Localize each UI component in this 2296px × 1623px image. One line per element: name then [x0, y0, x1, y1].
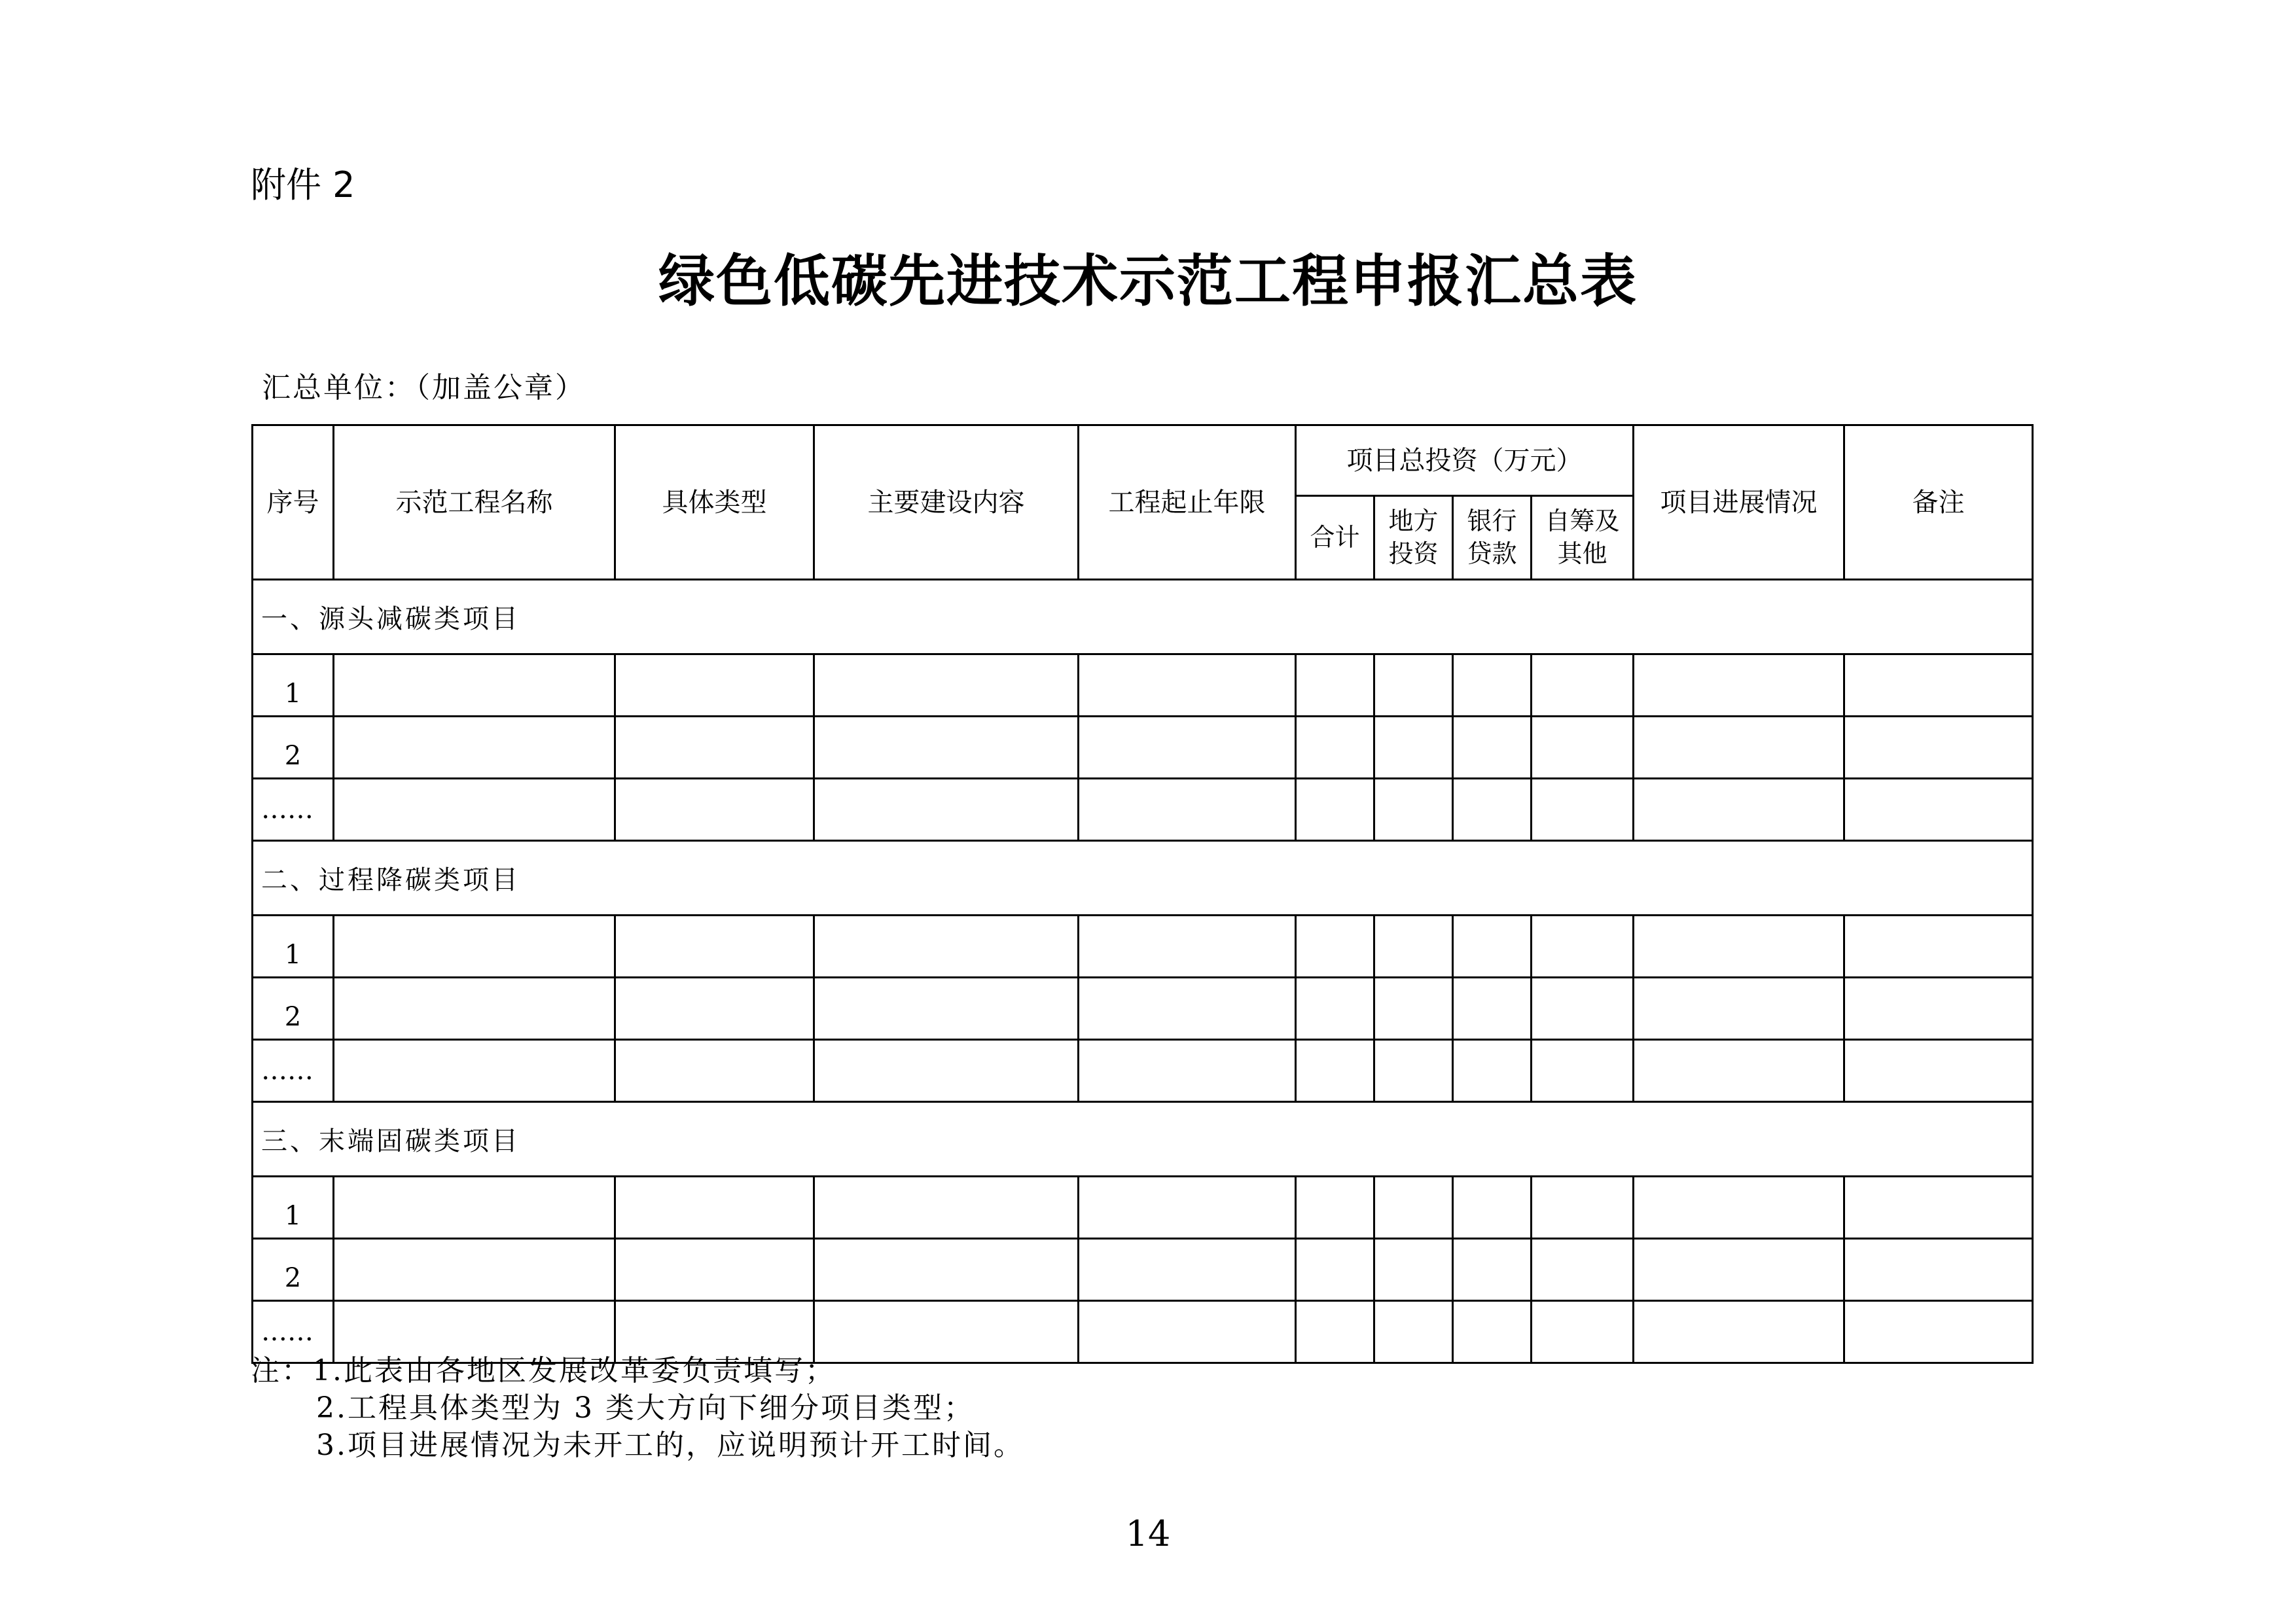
row-seq: 1 [253, 654, 334, 717]
cell-remark[interactable] [1844, 654, 2033, 717]
cell-progress[interactable] [1634, 717, 1844, 779]
cell-remark[interactable] [1844, 1301, 2033, 1363]
cell-remark[interactable] [1844, 717, 2033, 779]
notes [251, 1352, 1024, 1464]
table-row [253, 779, 2033, 841]
cell-progress[interactable] [1634, 978, 1844, 1040]
cell-self-raised[interactable] [1532, 978, 1634, 1040]
header-specific-type: 具体类型 [615, 425, 814, 580]
cell-bank-loan[interactable] [1453, 1301, 1532, 1363]
cell-remark[interactable] [1844, 779, 2033, 841]
table-row [253, 1040, 2033, 1102]
cell-period[interactable] [1079, 654, 1296, 717]
cell-total[interactable] [1296, 1239, 1374, 1301]
row-seq: 2 [253, 717, 334, 779]
header-progress: 项目进展情况 [1634, 425, 1844, 580]
cell-period[interactable] [1079, 1301, 1296, 1363]
cell-remark[interactable] [1844, 916, 2033, 978]
cell-self-raised[interactable] [1532, 1239, 1634, 1301]
cell-period[interactable] [1079, 1040, 1296, 1102]
cell-local-investment[interactable] [1374, 1301, 1453, 1363]
note-3: 3.项目进展情况为未开工的，应说明预计开工时间。 [316, 1429, 1024, 1462]
cell-main-content[interactable] [814, 1177, 1079, 1239]
header-self-raised [1532, 496, 1634, 580]
cell-specific-type[interactable] [615, 779, 814, 841]
header-self-line1: 自筹及 [1545, 507, 1620, 536]
cell-local-investment[interactable] [1374, 1177, 1453, 1239]
cell-remark[interactable] [1844, 1040, 2033, 1102]
cell-self-raised[interactable] [1532, 916, 1634, 978]
section-label: 一、源头减碳类项目 [253, 580, 2033, 654]
cell-local-investment[interactable] [1374, 1239, 1453, 1301]
cell-period[interactable] [1079, 978, 1296, 1040]
cell-project-name[interactable] [334, 978, 615, 1040]
cell-self-raised[interactable] [1532, 717, 1634, 779]
cell-project-name[interactable] [334, 779, 615, 841]
cell-progress[interactable] [1634, 779, 1844, 841]
cell-main-content[interactable] [814, 1040, 1079, 1102]
cell-total[interactable] [1296, 916, 1374, 978]
cell-project-name[interactable] [334, 916, 615, 978]
cell-project-name[interactable] [334, 1040, 615, 1102]
table-row [253, 916, 2033, 978]
summary-table [251, 424, 2034, 1364]
cell-self-raised[interactable] [1532, 779, 1634, 841]
cell-remark[interactable] [1844, 1177, 2033, 1239]
cell-period[interactable] [1079, 779, 1296, 841]
page-number: 14 [1125, 1513, 1171, 1554]
header-bank-line1: 银行 [1467, 507, 1517, 536]
cell-total[interactable] [1296, 779, 1374, 841]
header-total-investment: 项目总投资（万元） [1296, 425, 1634, 496]
cell-local-investment[interactable] [1374, 717, 1453, 779]
summary-unit-line: 汇总单位：（加盖公章） [262, 371, 586, 404]
section-row [253, 841, 2033, 916]
attachment-label: 附件 2 [251, 164, 355, 205]
section-row [253, 580, 2033, 654]
cell-project-name[interactable] [334, 717, 615, 779]
row-seq: …… [253, 1301, 334, 1363]
cell-specific-type[interactable] [615, 717, 814, 779]
cell-progress[interactable] [1634, 1301, 1844, 1363]
header-project-name: 示范工程名称 [334, 425, 615, 580]
header-bank-loan [1453, 496, 1532, 580]
note-1: 注：1.此表由各地区发展改革委负责填写； [251, 1354, 836, 1387]
row-seq: 1 [253, 916, 334, 978]
cell-main-content[interactable] [814, 1239, 1079, 1301]
cell-period[interactable] [1079, 916, 1296, 978]
cell-self-raised[interactable] [1532, 1177, 1634, 1239]
cell-project-name[interactable] [334, 1239, 615, 1301]
cell-bank-loan[interactable] [1453, 779, 1532, 841]
table-row [253, 978, 2033, 1040]
cell-progress[interactable] [1634, 1040, 1844, 1102]
cell-bank-loan[interactable] [1453, 1177, 1532, 1239]
cell-progress[interactable] [1634, 916, 1844, 978]
cell-total[interactable] [1296, 1301, 1374, 1363]
table-row [253, 654, 2033, 717]
cell-local-investment[interactable] [1374, 916, 1453, 978]
header-remark: 备注 [1844, 425, 2033, 580]
cell-self-raised[interactable] [1532, 654, 1634, 717]
cell-bank-loan[interactable] [1453, 717, 1532, 779]
table-row [253, 717, 2033, 779]
header-period: 工程起止年限 [1079, 425, 1296, 580]
cell-period[interactable] [1079, 717, 1296, 779]
header-bank-line2: 贷款 [1467, 539, 1517, 568]
page-title: 绿色低碳先进技术示范工程申报汇总表 [658, 248, 1638, 314]
cell-local-investment[interactable] [1374, 978, 1453, 1040]
note-2: 2.工程具体类型为 3 类大方向下细分项目类型； [316, 1391, 975, 1425]
cell-bank-loan[interactable] [1453, 978, 1532, 1040]
cell-progress[interactable] [1634, 1239, 1844, 1301]
cell-bank-loan[interactable] [1453, 916, 1532, 978]
row-seq: …… [253, 1040, 334, 1102]
header-self-line2: 其他 [1557, 539, 1607, 568]
section-row [253, 1102, 2033, 1177]
row-seq: 2 [253, 1239, 334, 1301]
cell-total[interactable] [1296, 717, 1374, 779]
header-main-content: 主要建设内容 [814, 425, 1079, 580]
table-row [253, 1239, 2033, 1301]
header-local-investment [1374, 496, 1453, 580]
cell-bank-loan[interactable] [1453, 1239, 1532, 1301]
cell-specific-type[interactable] [615, 978, 814, 1040]
cell-main-content[interactable] [814, 779, 1079, 841]
cell-total[interactable] [1296, 978, 1374, 1040]
cell-progress[interactable] [1634, 1177, 1844, 1239]
row-seq: 2 [253, 978, 334, 1040]
cell-local-investment[interactable] [1374, 654, 1453, 717]
cell-progress[interactable] [1634, 654, 1844, 717]
row-seq: 1 [253, 1177, 334, 1239]
cell-total[interactable] [1296, 654, 1374, 717]
header-total: 合计 [1296, 496, 1374, 580]
cell-self-raised[interactable] [1532, 1040, 1634, 1102]
cell-project-name[interactable] [334, 654, 615, 717]
cell-specific-type[interactable] [615, 654, 814, 717]
cell-bank-loan[interactable] [1453, 654, 1532, 717]
cell-remark[interactable] [1844, 1239, 2033, 1301]
cell-total[interactable] [1296, 1177, 1374, 1239]
cell-local-investment[interactable] [1374, 1040, 1453, 1102]
cell-bank-loan[interactable] [1453, 1040, 1532, 1102]
table-row [253, 1177, 2033, 1239]
header-local-line1: 地方 [1388, 507, 1439, 536]
cell-self-raised[interactable] [1532, 1301, 1634, 1363]
cell-specific-type[interactable] [615, 1239, 814, 1301]
cell-project-name[interactable] [334, 1177, 615, 1239]
cell-main-content[interactable] [814, 916, 1079, 978]
section-label: 三、末端固碳类项目 [253, 1102, 2033, 1177]
cell-specific-type[interactable] [615, 916, 814, 978]
cell-remark[interactable] [1844, 978, 2033, 1040]
cell-main-content[interactable] [814, 978, 1079, 1040]
cell-specific-type[interactable] [615, 1177, 814, 1239]
header-local-line2: 投资 [1388, 539, 1439, 568]
cell-main-content[interactable] [814, 654, 1079, 717]
section-label: 二、过程降碳类项目 [253, 841, 2033, 916]
cell-period[interactable] [1079, 1177, 1296, 1239]
cell-specific-type[interactable] [615, 1040, 814, 1102]
header-seq: 序号 [253, 425, 334, 580]
row-seq: …… [253, 779, 334, 841]
cell-total[interactable] [1296, 1040, 1374, 1102]
cell-main-content[interactable] [814, 717, 1079, 779]
cell-period[interactable] [1079, 1239, 1296, 1301]
cell-local-investment[interactable] [1374, 779, 1453, 841]
